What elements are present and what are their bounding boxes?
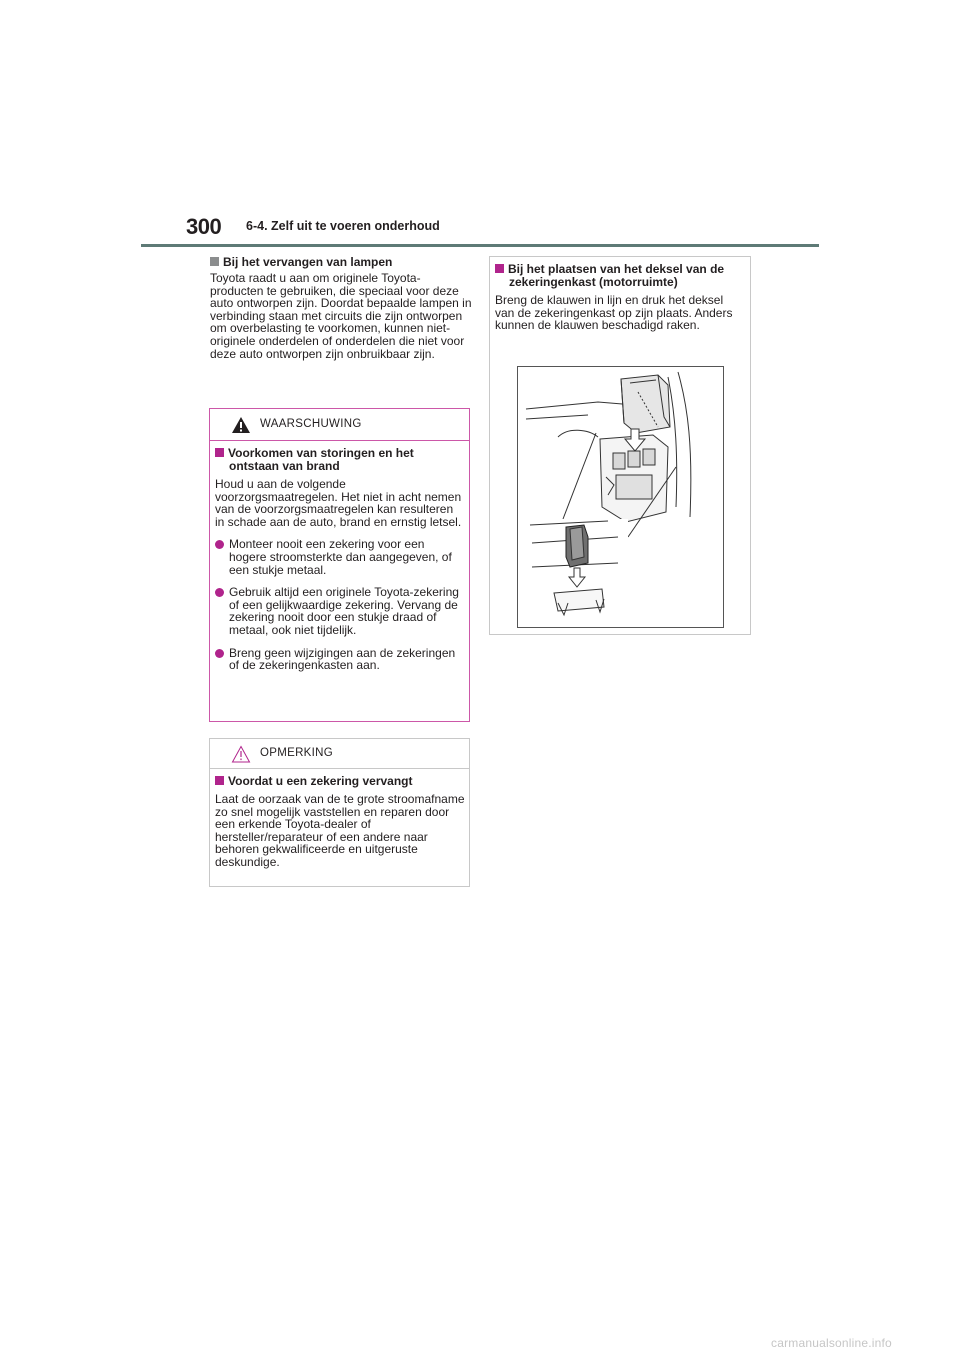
warning-bullet: Monteer nooit een zekering voor een hogere stroomsterkte dan aangegeven, of een stukje metaal. — [215, 538, 465, 576]
fuse-box-cover-text: Breng de klauwen in lijn en druk het deksel van de zekeringenkast op zijn plaats. Anders kunnen de klauwen beschadigd raken. — [495, 293, 733, 333]
lamp-replacement-heading: Bij het vervangen van lampen — [210, 256, 472, 269]
note-body — [210, 769, 469, 869]
fuse-box-cover-section — [489, 256, 751, 635]
square-bullet-icon — [215, 448, 224, 457]
warning-heading: Voorkomen van storingen en het ontstaan van brand — [215, 447, 465, 473]
lamp-replacement-text: Toyota raadt u aan om originele Toyota-producten te gebruiken, die speciaal voor deze auto ontworpen zijn. Doordat bepaalde lampen in verbinding staan met circuits die zijn ontworpen om overbelasting te voorkomen, kunnen niet-originele onderdelen of onderdelen die niet voor deze auto ontworpen zijn onbruikbaar zijn. — [210, 271, 472, 361]
round-bullet-icon — [215, 649, 224, 658]
fuse-box-illustration — [517, 366, 724, 628]
caution-triangle-icon — [231, 745, 251, 768]
warning-box — [209, 408, 470, 722]
warning-title: WAARSCHUWING — [260, 418, 362, 430]
warning-triangle-icon — [231, 416, 251, 439]
warning-intro: Houd u aan de volgende voorzorgsmaatregelen. Het niet in acht nemen van de voorzorgsmaatregelen kan resulteren in schade aan de auto, brand en ernstig letsel. — [215, 477, 462, 529]
left-column — [210, 256, 472, 360]
page-number: 300 — [186, 214, 222, 239]
note-heading: Voordat u een zekering vervangt — [215, 775, 465, 788]
warning-body — [210, 441, 469, 672]
square-bullet-icon — [210, 257, 219, 266]
fuse-box-cover-heading: Bij het plaatsen van het deksel van de zekeringenkast (motorruimte) — [495, 263, 745, 289]
round-bullet-icon — [215, 588, 224, 597]
warning-bullet: Breng geen wijzigingen aan de zekeringen of de zekeringenkasten aan. — [215, 647, 465, 672]
note-box — [209, 738, 470, 887]
footer-watermark: carmanualsonline.info — [771, 1336, 892, 1350]
note-header — [210, 739, 469, 769]
square-bullet-icon — [215, 776, 224, 785]
note-text: Laat de oorzaak van de te grote stroomafname zo snel mogelijk vaststellen en reparen door een erkende Toyota-dealer of hersteller/reparateur of een andere naar behoren gekwalificeerde en uitgeruste deskundige. — [215, 792, 465, 869]
square-bullet-icon — [495, 264, 504, 273]
section-title: 6-4. Zelf uit te voeren onderhoud — [246, 219, 440, 233]
header-rule — [141, 244, 819, 247]
note-title: OPMERKING — [260, 747, 333, 759]
warning-bullet: Gebruik altijd een originele Toyota-zekering of een gelijkwaardige zekering. Vervang de zekering nooit door een stukje draad of metaal, ook niet tijdelijk. — [215, 586, 465, 636]
warning-header — [210, 409, 469, 441]
round-bullet-icon — [215, 540, 224, 549]
